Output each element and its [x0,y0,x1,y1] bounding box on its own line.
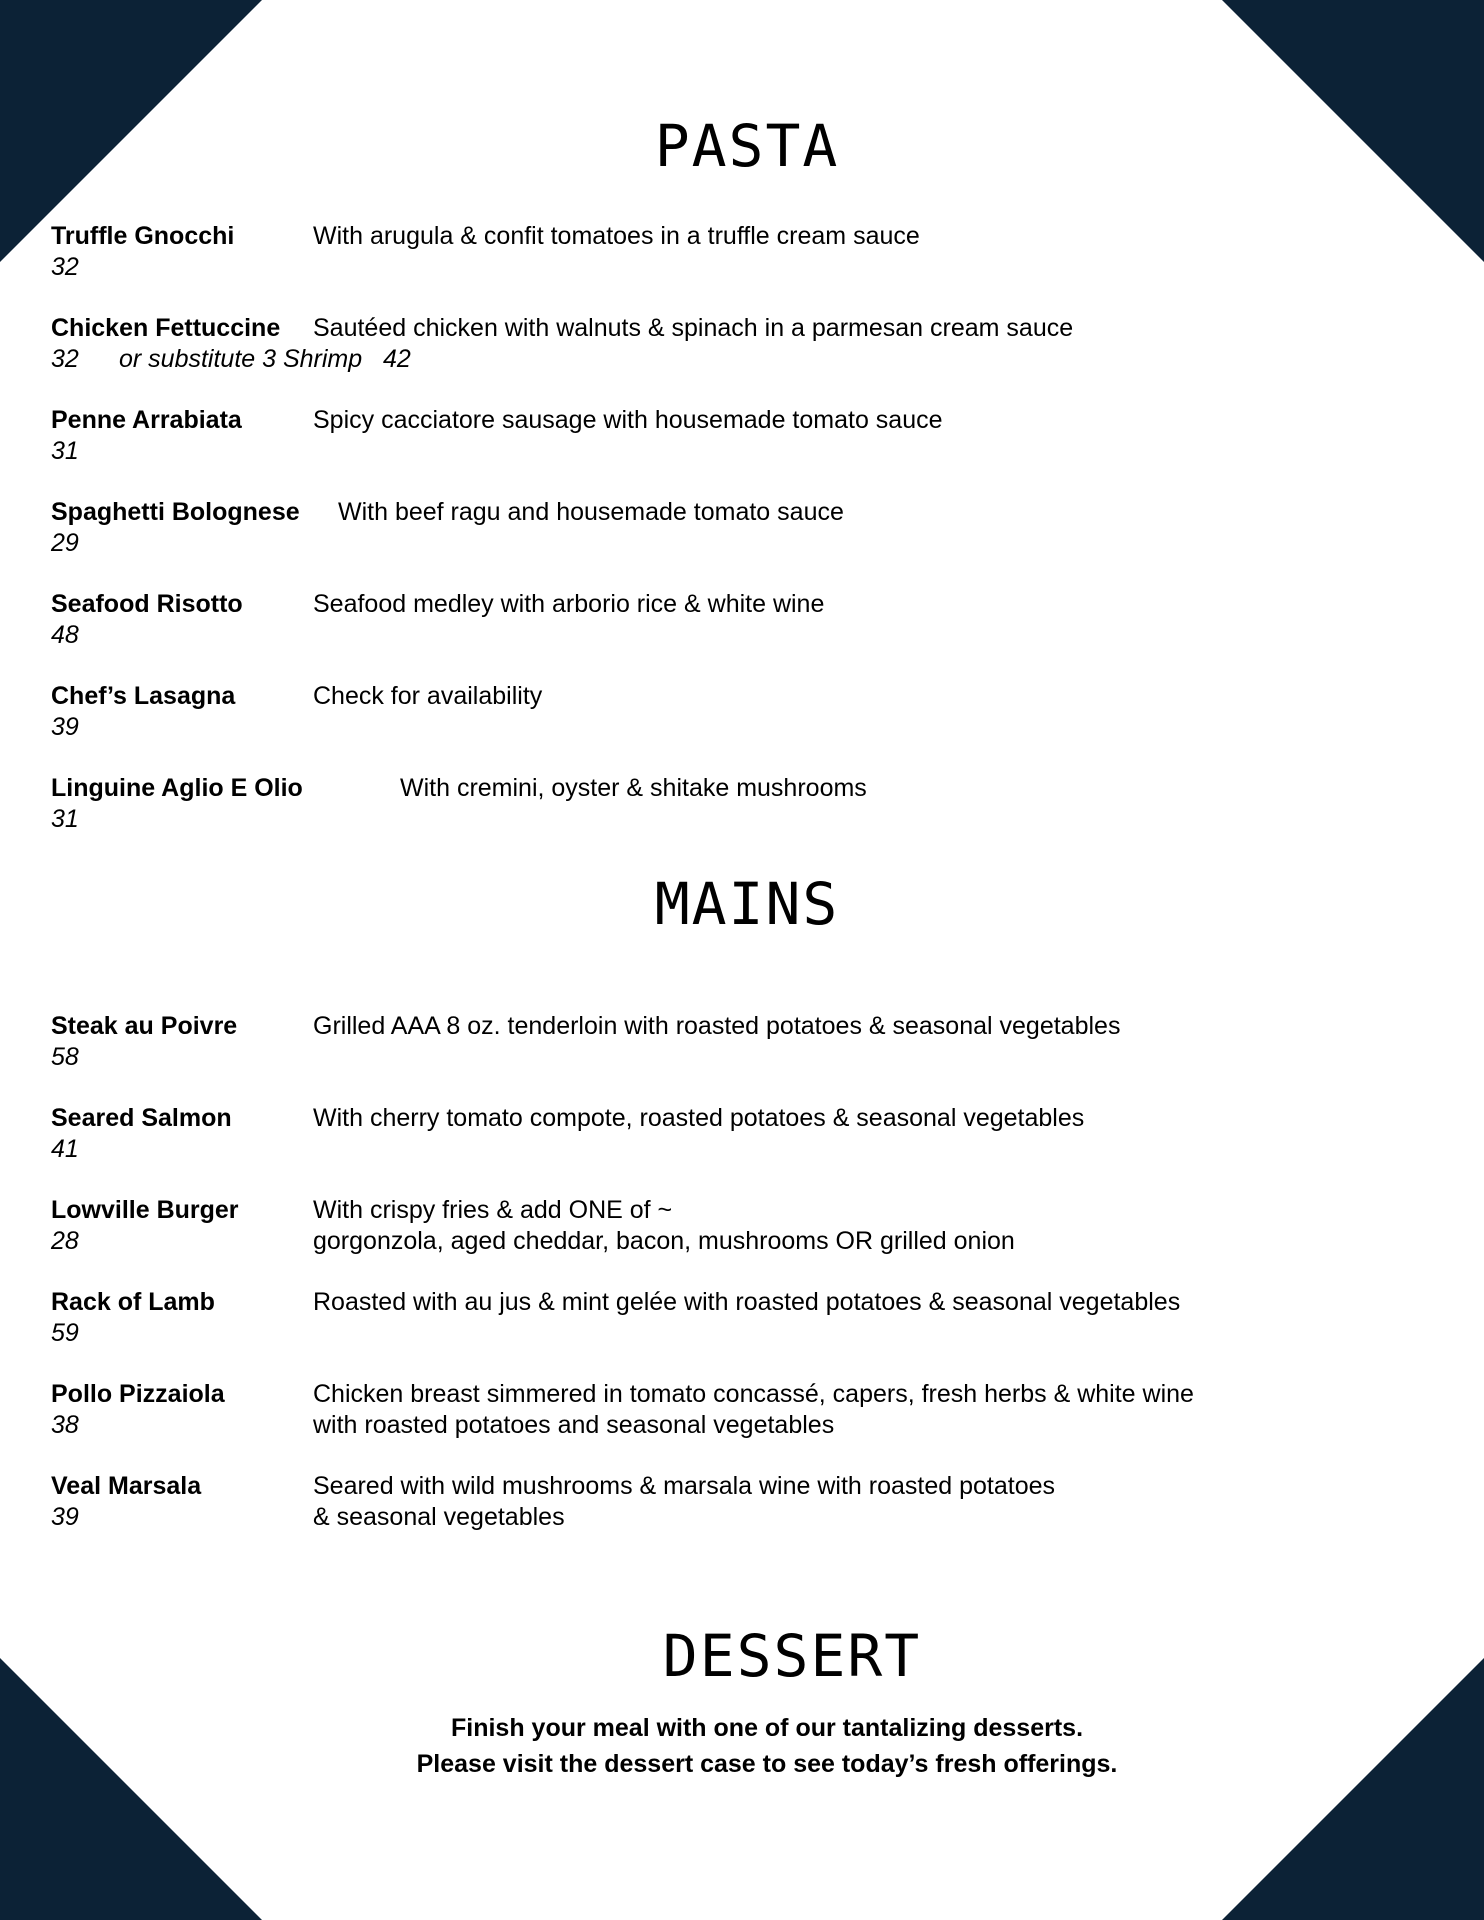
item-description: Roasted with au jus & mint gelée with roasted potatoes & seasonal vegetables [313,1288,1181,1316]
menu-item [51,1011,1431,1103]
item-name: Veal Marsala [51,1472,202,1500]
menu-item [51,221,1431,313]
pasta-menu-list [51,221,1431,865]
menu-item [51,313,1431,405]
item-name: Lowville Burger [51,1196,239,1224]
item-price: 31 [51,437,79,465]
item-description-continued: & seasonal vegetables [313,1503,565,1531]
item-description: With arugula & confit tomatoes in a truffle cream sauce [313,222,920,250]
item-price: 58 [51,1043,79,1071]
item-price: 31 [51,805,79,833]
item-description: With cherry tomato compote, roasted potatoes & seasonal vegetables [313,1104,1085,1132]
menu-item [51,773,1431,865]
item-price: 28 [51,1227,79,1255]
item-price: 39 [51,713,79,741]
menu-item [51,1471,1431,1563]
item-name: Linguine Aglio E Olio [51,774,303,802]
menu-item [51,1195,1431,1287]
corner-decoration-bottom-left [0,1658,262,1920]
item-description-continued: with roasted potatoes and seasonal vegetables [313,1411,835,1439]
item-name: Chef’s Lasagna [51,682,236,710]
mains-heading: MAINS [654,870,840,938]
item-price: 39 [51,1503,79,1531]
item-name: Spaghetti Bolognese [51,498,300,526]
item-price: 29 [51,529,79,557]
dessert-note-line-1: Finish your meal with one of our tantalizing desserts. [450,1714,1084,1742]
item-name: Chicken Fettuccine [51,314,281,342]
item-description-continued: gorgonzola, aged cheddar, bacon, mushrooms OR grilled onion [313,1227,1015,1255]
item-description: Spicy cacciatore sausage with housemade tomato sauce [313,406,943,434]
item-description: Sautéed chicken with walnuts & spinach in a parmesan cream sauce [313,314,1074,342]
item-description: With cremini, oyster & shitake mushrooms [400,774,867,802]
item-description: Seafood medley with arborio rice & white wine [313,590,825,618]
item-price: 48 [51,621,79,649]
pasta-heading: PASTA [654,112,840,180]
menu-item [51,1379,1431,1471]
menu-item [51,589,1431,681]
item-description: With crispy fries & add ONE of ~ [313,1196,673,1224]
item-description: Seared with wild mushrooms & marsala wine with roasted potatoes [313,1472,1056,1500]
dessert-note [0,1710,1484,1782]
menu-item [51,497,1431,589]
dessert-note-line-2: Please visit the dessert case to see today’s fresh offerings. [416,1750,1118,1778]
item-name: Seafood Risotto [51,590,243,618]
item-name: Penne Arrabiata [51,406,242,434]
item-price: 32 [51,345,79,373]
item-alternative-option: or substitute 3 Shrimp 42 [119,345,411,373]
item-price: 38 [51,1411,79,1439]
item-price: 59 [51,1319,79,1347]
menu-item [51,1103,1431,1195]
item-price: 32 [51,253,79,281]
dessert-heading: DESSERT [662,1622,922,1690]
item-description: Chicken breast simmered in tomato concassé, capers, fresh herbs & white wine [313,1380,1194,1408]
menu-item [51,405,1431,497]
corner-decoration-bottom-right [1222,1658,1484,1920]
item-name: Truffle Gnocchi [51,222,235,250]
item-description: With beef ragu and housemade tomato sauce [338,498,844,526]
menu-item [51,1287,1431,1379]
item-description: Check for availability [313,682,543,710]
menu-item [51,681,1431,773]
item-name: Rack of Lamb [51,1288,215,1316]
item-description: Grilled AAA 8 oz. tenderloin with roasted potatoes & seasonal vegetables [313,1012,1121,1040]
item-price: 41 [51,1135,79,1163]
item-name: Steak au Poivre [51,1012,238,1040]
item-name: Seared Salmon [51,1104,232,1132]
item-name: Pollo Pizzaiola [51,1380,225,1408]
mains-menu-list [51,1011,1431,1563]
